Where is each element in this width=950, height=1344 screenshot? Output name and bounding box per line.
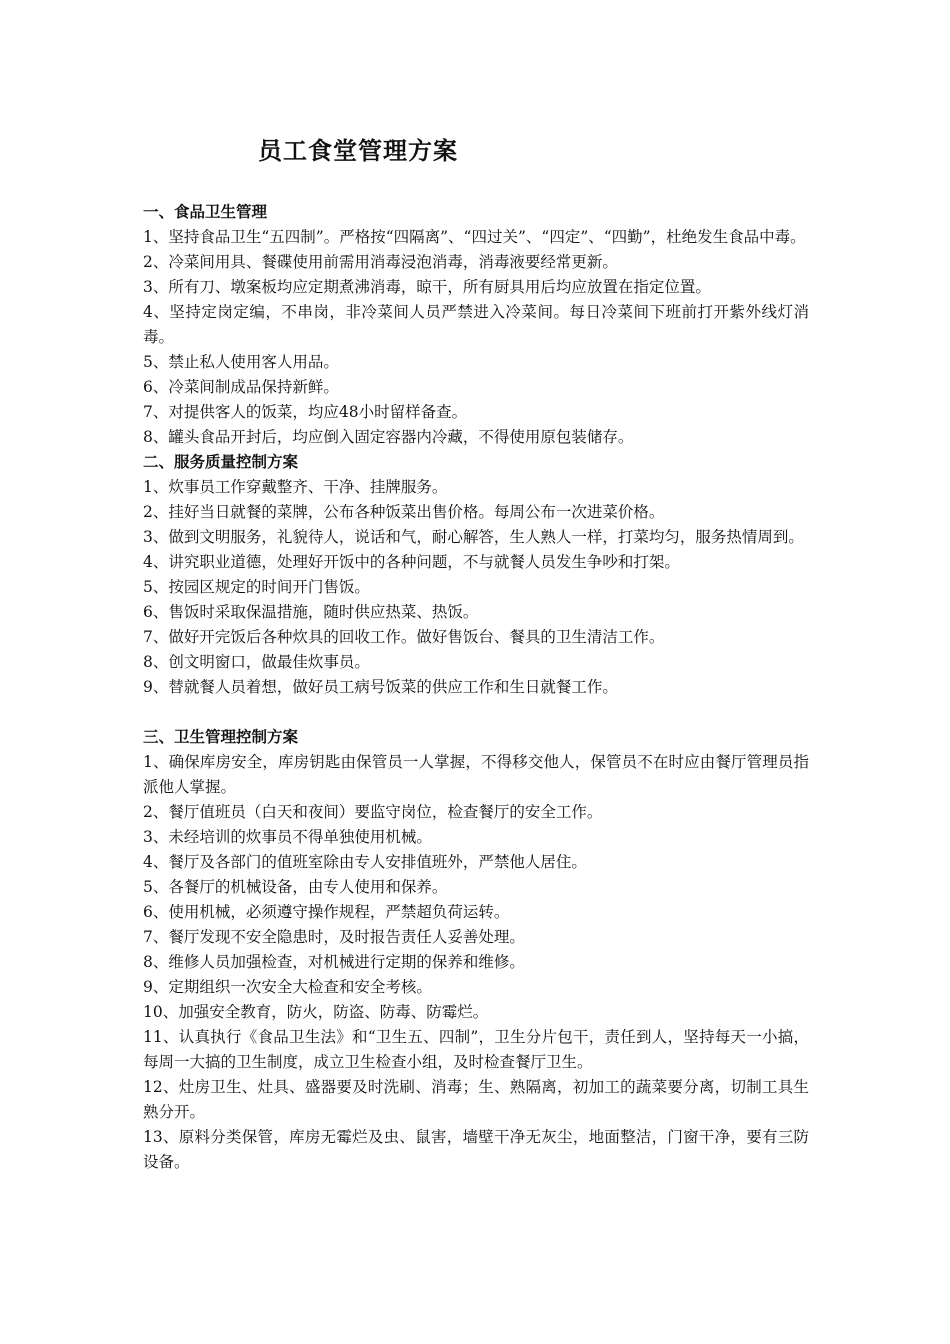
section-heading-food-hygiene: 一、食品卫生管理 [143, 203, 268, 221]
list-item: 9、定期组织一次安全大检查和安全考核。 [143, 978, 432, 996]
list-item: 11、认真执行《食品卫生法》和“卫生五、四制”，卫生分片包干，责任到人，坚持每天一小搞，每周一大搞的卫生制度，成立卫生检查小组，及时检查餐厅卫生。 [143, 1028, 809, 1071]
list-item: 6、使用机械，必须遵守操作规程，严禁超负荷运转。 [143, 903, 510, 921]
list-item: 2、冷菜间用具、餐碟使用前需用消毒浸泡消毒，消毒液要经常更新。 [143, 253, 618, 271]
document-body [143, 200, 809, 1175]
section-heading-service-quality: 二、服务质量控制方案 [143, 453, 299, 471]
section-spacer [143, 700, 809, 725]
list-item: 10、加强安全教育，防火，防盗、防毒、防霉烂。 [143, 1003, 489, 1021]
list-item: 3、未经培训的炊事员不得单独使用机械。 [143, 828, 432, 846]
list-item: 8、罐头食品开封后，均应倒入固定容器内冷藏，不得使用原包装储存。 [143, 428, 634, 446]
section-heading-hygiene-control: 三、卫生管理控制方案 [143, 728, 299, 746]
list-item: 3、做到文明服务，礼貌待人，说话和气，耐心解答，生人熟人一样，打菜均匀，服务热情周到。 [143, 528, 804, 546]
list-item: 9、替就餐人员着想，做好员工病号饭菜的供应工作和生日就餐工作。 [143, 678, 618, 696]
list-item: 7、餐厅发现不安全隐患时，及时报告责任人妥善处理。 [143, 928, 525, 946]
list-item: 5、禁止私人使用客人用品。 [143, 353, 339, 371]
list-item: 7、对提供客人的饭菜，均应48小时留样备查。 [143, 403, 468, 421]
list-item: 1、确保库房安全，库房钥匙由保管员一人掌握，不得移交他人，保管员不在时应由餐厅管理员指派他人掌握。 [143, 753, 809, 796]
list-item: 1、坚持食品卫生“五四制”。严格按“四隔离”、“四过关”、“四定”、“四勤”，杜绝发生食品中毒。 [143, 228, 806, 246]
list-item: 8、维修人员加强检查，对机械进行定期的保养和维修。 [143, 953, 525, 971]
list-item: 1、炊事员工作穿戴整齐、干净、挂牌服务。 [143, 478, 448, 496]
list-item: 6、售饭时采取保温措施，随时供应热菜、热饭。 [143, 603, 479, 621]
list-item: 12、灶房卫生、灶具、盛器要及时洗刷、消毒；生、熟隔离，初加工的蔬菜要分离，切制工具生熟分开。 [143, 1078, 809, 1121]
list-item: 8、创文明窗口，做最佳炊事员。 [143, 653, 370, 671]
document-title: 员工食堂管理方案 [258, 137, 458, 165]
list-item: 5、各餐厅的机械设备，由专人使用和保养。 [143, 878, 448, 896]
list-item: 4、餐厅及各部门的值班室除由专人安排值班外，严禁他人居住。 [143, 853, 587, 871]
list-item: 7、做好开完饭后各种炊具的回收工作。做好售饭台、餐具的卫生清洁工作。 [143, 628, 665, 646]
list-item: 6、冷菜间制成品保持新鲜。 [143, 378, 339, 396]
list-item: 4、坚持定岗定编，不串岗，非冷菜间人员严禁进入冷菜间。每日冷菜间下班前打开紫外线灯消毒。 [143, 303, 809, 346]
list-item: 4、讲究职业道德，处理好开饭中的各种问题，不与就餐人员发生争吵和打架。 [143, 553, 680, 571]
list-item: 5、按园区规定的时间开门售饭。 [143, 578, 370, 596]
list-item: 13、原料分类保管，库房无霉烂及虫、鼠害，墙壁干净无灰尘，地面整洁，门窗干净，要有三防设备。 [143, 1128, 809, 1171]
list-item: 2、餐厅值班员（白天和夜间）要监守岗位，检查餐厅的安全工作。 [143, 803, 603, 821]
list-item: 2、挂好当日就餐的菜牌，公布各种饭菜出售价格。每周公布一次进菜价格。 [143, 503, 665, 521]
list-item: 3、所有刀、墩案板均应定期煮沸消毒，晾干，所有厨具用后均应放置在指定位置。 [143, 278, 711, 296]
